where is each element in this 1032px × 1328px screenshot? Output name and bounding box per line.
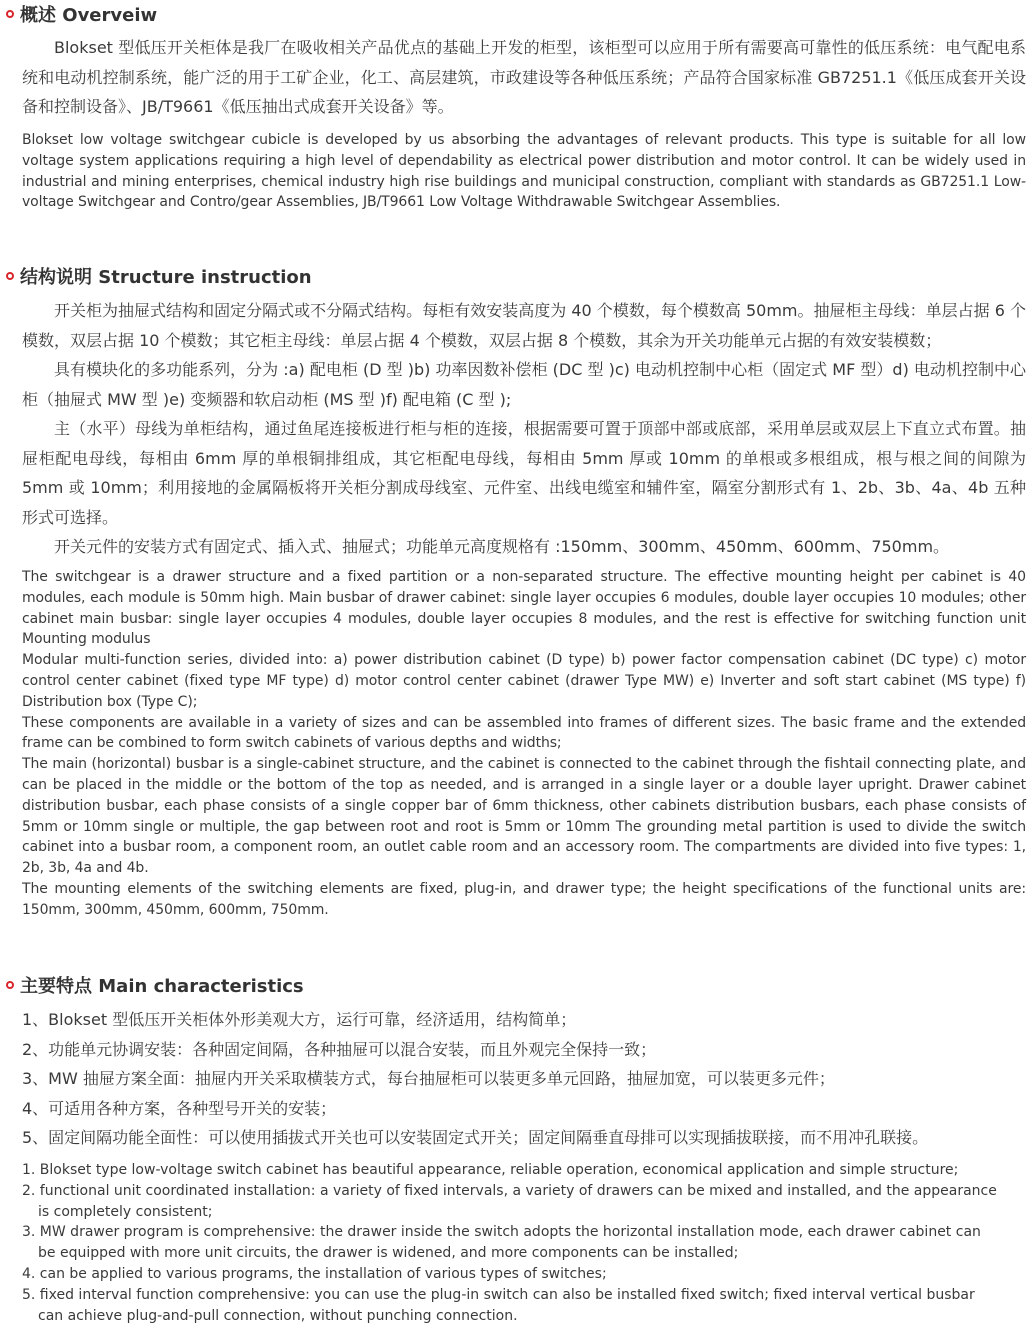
- characteristics-cn-list: [22, 1005, 1026, 1153]
- overview-cn-paragraph: Blokset 型低压开关柜体是我厂在吸收相关产品优点的基础上开发的柜型，该柜型可以应用于所有需要高可靠性的低压系统：电气配电系统和电动机控制系统，能广泛的用于工矿企业，化工、高层建筑，市政建设等各种低压系统；产品符合国家标准 GB7251.1《低压成套开关设备和控制设备》、JB/T9661《低压抽出式成套开关设备》等。: [22, 38, 1026, 116]
- structure-heading-text: 结构说明 Structure instruction: [20, 267, 312, 288]
- list-item: 5. fixed interval function comprehensive: you can use the plug-in switch can also be installed fixed switch; fixed interval vertical busbar can achieve plug-and-pull connection, without punching connection.: [22, 1286, 975, 1324]
- structure-cn-paragraph: 开关柜为抽屉式结构和固定分隔式或不分隔式结构。每柜有效安装高度为 40 个模数，每个模数高 50mm。抽屉柜主母线：单层占据 6 个模数，双层占据 10 个模数；其它柜主母线：单层占据 4 个模数，双层占据 8 个模数，其余为开关功能单元占据的有效安装模数；: [22, 301, 1026, 350]
- structure-en-paragraph: The main (horizontal) busbar is a single-cabinet structure, and the cabinet is connected to the cabinet through the fishtail connecting plate, and can be placed in the middle or the bottom of the top as needed, and is arranged in a single layer or a double layer upright. Drawer cabinet distribution busbar, each phase consists of a single copper bar of 6mm thickness, other cabinets distribution busbars, each phase consists of 5mm or 10mm single or multiple, the gap between root and root is 5mm or 10mm The grounding metal partition is used to divide the switch cabinet into a busbar room, a component room, an outlet cable room and an accessory room. The compartments are divided into five types: 1, 2b, 3b, 4a and 4b.: [22, 756, 1026, 877]
- list-item: 2、功能单元协调安装：各种固定间隔，各种抽屉可以混合安装，而且外观完全保持一致；: [22, 1039, 657, 1059]
- characteristics-en-list: [22, 1160, 997, 1326]
- overview-cn-text: [22, 33, 1026, 122]
- overview-heading: [6, 1, 157, 27]
- structure-heading: [6, 263, 312, 289]
- structure-en-paragraph: Modular multi-function series, divided into: a) power distribution cabinet (D type) b) power factor compensation cabinet (DC type) c) motor control center cabinet (fixed type MF type) d) motor control center cabinet (drawer Type MW) e) Inverter and soft start cabinet (MS type) f) Distribution box (Type C);: [22, 652, 1026, 710]
- characteristics-heading-text: 主要特点 Main characteristics: [20, 976, 304, 997]
- list-item: 4. can be applied to various programs, the installation of various types of switches;: [22, 1265, 607, 1282]
- circle-bullet-icon: [6, 10, 14, 18]
- overview-heading-text: 概述 Overveiw: [20, 5, 158, 26]
- circle-bullet-icon: [6, 981, 14, 989]
- overview-en-paragraph: Blokset low voltage switchgear cubicle is developed by us absorbing the advantages of relevant products. This type is suitable for all low voltage system applications requiring a high level of dependability as electrical power distribution and motor control. It can be widely used in industrial and mining enterprises, chemical industry high rise buildings and municipal construction, compliant with standards as GB7251.1 Low-voltage Switchgear and Contro/gear Assemblies, JB/T9661 Low Voltage Withdrawable Switchgear Assemblies.: [22, 132, 1026, 211]
- structure-en-paragraph: The switchgear is a drawer structure and a fixed partition or a non-separated structure. The effective mounting height per cabinet is 40 modules, each module is 50mm high. Main busbar of drawer cabinet: single layer occupies 6 modules, double layer occupies 10 modules; other cabinet main busbar: single layer occupies 4 modules, double layer occupies 8 modules, and the rest is effective for switching function unit Mounting modulus: [22, 569, 1026, 648]
- list-item: 3、MW 抽屉方案全面：抽屉内开关采取横装方式，每台抽屉柜可以装更多单元回路，抽屉加宽，可以装更多元件；: [22, 1069, 835, 1088]
- characteristics-heading: [6, 972, 304, 998]
- structure-cn-paragraph: 主（水平）母线为单柜结构，通过鱼尾连接板进行柜与柜的连接，根据需要可置于顶部中部或底部，采用单层或双层上下直立式布置。抽屉柜配电母线，每相由 6mm 厚的单根铜排组成，其它柜配电母线，每相由 5mm 厚或 10mm 的单根或多根组成，根与根之间的间隙为 5mm 或 10mm；利用接地的金属隔板将开关柜分割成母线室、元件室、出线电缆室和辅件室，隔室分割形式有 1、2b、3b、4a、4b 五种形式可选择。: [22, 419, 1026, 527]
- overview-en-text: [22, 130, 1026, 213]
- structure-en-paragraph: These components are available in a variety of sizes and can be assembled into frames of different sizes. The basic frame and the extended frame can be combined to form switch cabinets of various depths and widths;: [22, 714, 1026, 752]
- list-item: 5、固定间隔功能全面性：可以使用插拔式开关也可以安装固定式开关；固定间隔垂直母排可以实现插拔联接，而不用冲孔联接。: [22, 1128, 929, 1147]
- structure-cn-paragraph: 开关元件的安装方式有固定式、插入式、抽屉式；功能单元高度规格有 :150mm、300mm、450mm、600mm、750mm。: [54, 537, 950, 556]
- list-item: 1. Blokset type low-voltage switch cabinet has beautiful appearance, reliable operation, economical application and simple structure;: [22, 1162, 959, 1178]
- list-item: 1、Blokset 型低压开关柜体外形美观大方，运行可靠，经济适用，结构简单；: [22, 1010, 577, 1029]
- list-item: 4、可适用各种方案，各种型号开关的安装；: [22, 1098, 337, 1118]
- structure-cn-paragraph: 具有模块化的多功能系列，分为 :a) 配电柜 (D 型 )b) 功率因数补偿柜 (DC 型 )c) 电动机控制中心柜（固定式 MF 型）d) 电动机控制中心柜（抽屉式 MW 型 )e) 变频器和软启动柜 (MS 型 )f) 配电箱 (C 型 );: [22, 360, 1026, 409]
- list-item: 2. functional unit coordinated installation: a variety of fixed intervals, a variety of drawers can be mixed and installed, and the appearance is completely consistent;: [22, 1182, 997, 1220]
- structure-en-paragraph: The mounting elements of the switching elements are fixed, plug-in, and drawer type; the height specifications of the functional units are: 150mm, 300mm, 450mm, 600mm, 750mm.: [22, 880, 1026, 918]
- structure-en-text: [22, 567, 1026, 921]
- list-item: 3. MW drawer program is comprehensive: the drawer inside the switch adopts the horizontal installation mode, each drawer cabinet can be equipped with more unit circuits, the drawer is widened, and more components can be installed;: [22, 1224, 981, 1262]
- circle-bullet-icon: [6, 272, 14, 280]
- structure-cn-text: [22, 296, 1026, 562]
